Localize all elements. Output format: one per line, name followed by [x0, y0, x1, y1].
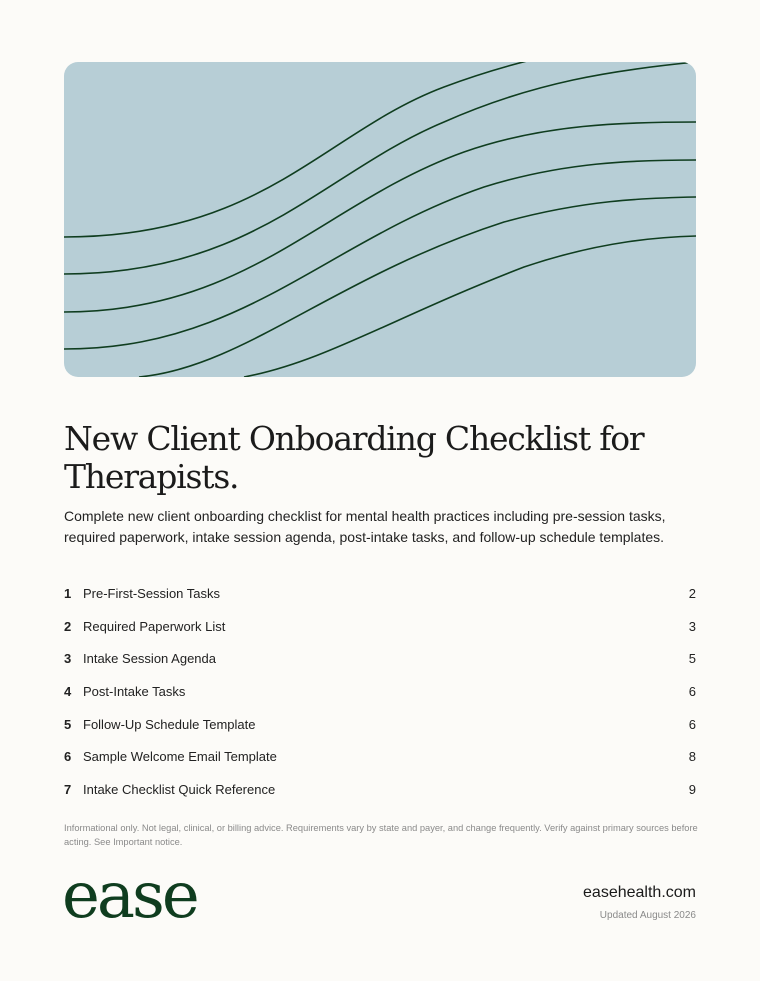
toc-page-number: 2 — [688, 585, 696, 601]
ease-logo: ease — [62, 859, 197, 933]
hero-banner — [64, 62, 696, 377]
toc-number: 6 — [64, 749, 72, 765]
toc-page-number: 9 — [688, 781, 696, 797]
toc-page-number: 8 — [688, 749, 696, 765]
toc-page-number: 3 — [688, 618, 696, 634]
wave-lines-graphic — [64, 62, 696, 377]
toc-page-number: 6 — [688, 716, 696, 732]
toc-label: Pre-First-Session Tasks — [83, 585, 221, 601]
toc-item[interactable] — [64, 610, 696, 643]
toc-item[interactable] — [64, 577, 696, 610]
toc-item[interactable] — [64, 773, 696, 806]
toc-page-number: 5 — [688, 651, 696, 667]
page-title: New Client Onboarding Checklist for Therapists. — [64, 419, 644, 496]
toc-label: Follow-Up Schedule Template — [83, 716, 256, 732]
toc-number: 5 — [64, 716, 72, 732]
toc-number: 3 — [64, 651, 72, 667]
toc-number: 4 — [64, 683, 72, 699]
toc-item[interactable] — [64, 708, 696, 741]
toc-page-number: 6 — [688, 683, 696, 699]
toc-label: Required Paperwork List — [83, 618, 226, 634]
website-link[interactable]: easehealth.com — [583, 884, 696, 901]
toc-item[interactable] — [64, 675, 696, 708]
toc-number: 1 — [64, 585, 72, 601]
toc-item[interactable] — [64, 642, 696, 675]
toc-label: Sample Welcome Email Template — [83, 749, 277, 765]
toc-label: Intake Checklist Quick Reference — [83, 781, 276, 797]
toc-number: 2 — [64, 618, 72, 634]
page-subtitle: Complete new client onboarding checklist for mental health practices including pre-session tasks, required paperwork, intake session agenda, post-intake tasks, and follow-up schedule templates. — [64, 508, 666, 545]
toc-item[interactable] — [64, 740, 696, 773]
toc-label: Intake Session Agenda — [83, 651, 216, 667]
table-of-contents — [64, 577, 696, 806]
updated-date: Updated August 2026 — [599, 910, 696, 921]
toc-number: 7 — [64, 781, 72, 797]
disclaimer: Informational only. Not legal, clinical, or billing advice. Requirements vary by state and payer, and change frequently. Verify against primary sources before acting. See Important notice. — [64, 823, 698, 847]
toc-label: Post-Intake Tasks — [83, 683, 186, 699]
